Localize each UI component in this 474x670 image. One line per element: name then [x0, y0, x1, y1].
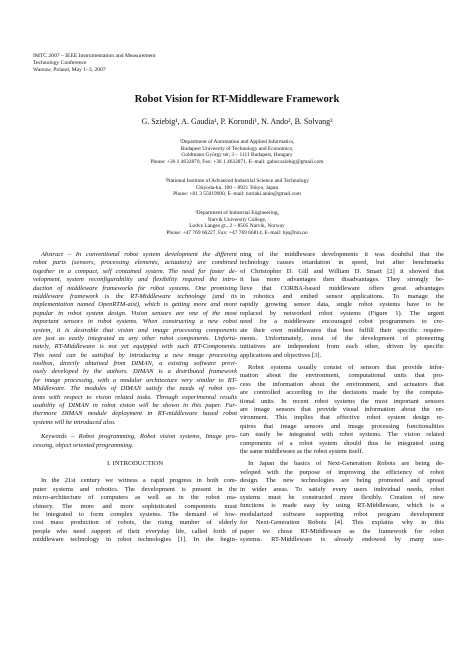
abstract-line: robot parts (sensors, processing elements, actuators) are combined	[33, 259, 237, 267]
abstract-line: velopment, system reconfigurability and flexibility required the intro-	[33, 276, 237, 284]
body-line: tional units. In recent robot systems the most important sensors	[240, 397, 444, 405]
conference-line: Warsaw, Poland, May 1–3, 2007	[33, 66, 106, 73]
body-line: cost mass production of robots, the rising number of elderly	[33, 519, 237, 527]
body-line: systems. RT-Middleware is already endowed by many use-	[240, 535, 444, 543]
body-line: functions is made easy by using RT-Middleware, which is a	[240, 502, 444, 510]
affiliation-line: Phone: +81 3 55019900, E–mail: noriaki.ando@gmail.com	[173, 191, 301, 198]
abstract-line: This need can be satisfied by introducing a new image processing	[33, 351, 237, 359]
abstract-line: are just as easily integrated as any other robot components. Unfortu-	[33, 334, 237, 342]
abstract-line: ously developed by the authors. DIMAN is a distributed framework	[33, 368, 237, 376]
body-line: In Japan the basics of Next-Generation Robots are being de-	[248, 460, 444, 468]
body-line: In the 21st century we witness a rapid progress in both com-	[41, 477, 237, 485]
body-line: quires that image sensors and image processing functionalities	[240, 422, 444, 430]
body-line: applications and objectives [3].	[240, 351, 322, 359]
body-line: initiatives are independent from each other, driven by specific	[240, 343, 444, 351]
conference-header	[33, 53, 155, 73]
body-line: in robotics and embed sensor applications. To manage the	[240, 292, 444, 300]
left-column	[33, 251, 237, 545]
affiliation-1	[0, 139, 474, 165]
abstract-line: system, it is desirable that vision and image processing components	[33, 326, 237, 334]
body-line: ments. Unfortunately, most of the development of pioneering	[240, 334, 444, 342]
keywords-line: Keywords – Robot programming, Robot vision systems, Image pro-	[41, 433, 237, 441]
affiliation-line: Budapest University of Technology and Economics,	[180, 145, 294, 152]
body-line: are controlled according to the decisions made by the computa-	[240, 389, 444, 397]
body-line: Robot systems usually consist of sensors that provide infor-	[248, 364, 444, 372]
body-line: vironment. This implies that effective robot system design re-	[240, 414, 444, 422]
affiliation-line: Narvik University College,	[207, 216, 267, 223]
abstract-line: implementation named OpenRTM-aist), which is getting more and more	[33, 301, 237, 309]
introduction-text	[33, 477, 237, 544]
body-line: technology causes retardation in speed, but after benchmarks	[240, 259, 444, 267]
section-heading: I. INTRODUCTION	[106, 459, 164, 467]
affiliation-line: ¹Department of Automation and Applied Informatics,	[179, 139, 295, 145]
abstract-line: toolbox, directly obtained from DIMAN, a existing software previ-	[33, 360, 237, 368]
abstract-line: tems with respect to vision related tasks. Through experimental results	[33, 393, 237, 401]
affiliation-3	[0, 210, 474, 236]
abstract-line: duction of middleware frameworks for robot systems. One promising	[33, 284, 237, 292]
right-column	[240, 251, 444, 544]
abstract-line: middleware framework is the RT-Middleware technology (and its	[33, 292, 237, 300]
body-line: replaced by networked robot systems (Figure 1). The urgent	[240, 309, 444, 317]
keywords	[33, 433, 237, 450]
body-line: of Christopher D. Gill and William D. Smart [2] it showed that	[240, 267, 444, 275]
body-line: lieve that CORBA-based middleware offers great advantages	[240, 284, 444, 292]
body-line: are image sensors that provide visual information about the en-	[240, 406, 444, 414]
paper-title: Robot Vision for RT-Middleware Framework	[134, 94, 340, 105]
body-line: ate their own middlewares that best fulfill their specific require-	[240, 326, 444, 334]
abstract-line: together in a compact, self contained system. The need for faster de-	[33, 267, 237, 275]
body-line: modularized software supporting robot program development	[240, 510, 444, 518]
affiliation-2	[0, 178, 474, 198]
body-line: cess the information about the environment, and actuators that	[240, 380, 444, 388]
body-line: need for a middleware encouraged robot programmers to cre-	[240, 318, 444, 326]
affiliation-line: Goldmann György tér, 3 – 1111 Budapest, Hungary	[181, 152, 293, 159]
body-line: paper we chose RT-Middleware as the framework for robot	[240, 527, 444, 535]
abstract-line: for image processing, with a modular architecture very similar to RT-	[33, 376, 237, 384]
abstract-line: Abstract – In conventional robot system development the different	[41, 251, 237, 258]
abstract-line: important sensors in robot systems. When constructing a new robot	[33, 318, 237, 326]
affiliation-line: Chiyoda-ku, 100 – 8921 Tokyo, Japan	[195, 184, 279, 191]
body-line: systems must be constructed more flexibly. Creation of new	[240, 493, 444, 501]
keywords-line: cessing, object oriented programming.	[33, 441, 134, 449]
affiliation-line: ³Department of Industrial Engineering,	[195, 210, 279, 216]
abstract-line: usability of DIMAN in robot vision will be shown in this paper. Fur-	[33, 402, 237, 410]
body-line: for Next-Generation Robots [4]. This explains why in this	[240, 519, 444, 527]
abstract-line: popular in robot system design. Vision sensors are one of the most	[33, 309, 237, 317]
abstract-line: Middleware. The modules of DIMAN satisfy the needs of robot sys-	[33, 385, 237, 393]
body-line: be integrated to form complex systems. The demand of low-	[33, 510, 237, 518]
body-line: veloped with the purpose of improving the efficiency of robot	[240, 468, 444, 476]
abstract	[33, 251, 237, 427]
affiliation-line: Phone: +47 769 66227, Fax: +47 769 66814, E–mail: bjs@hin.no	[166, 229, 308, 236]
body-line: in wider areas. To satisfy every users individual needs, robot	[240, 485, 444, 493]
body-line: design. The new technologies are being promoted and spread	[240, 477, 444, 485]
body-line: mation about the environment, computational units that pro-	[240, 372, 444, 380]
abstract-line: systems will be introduced also.	[33, 418, 116, 426]
conference-line: IMTC 2007 – IEEE Instrumentation and Measurement	[33, 53, 156, 59]
body-line: puter systems and robotics. The development is present in the	[33, 485, 237, 493]
body-line: components of a robot system should thus be integrated using	[240, 439, 444, 447]
body-line: it has more advantages then disadvantages. They strongly be-	[240, 276, 444, 284]
body-line: people who need support of their everyday life, called forth of	[33, 527, 237, 535]
body-line: micro-architecture of computers as well as in the robot ma-	[33, 494, 237, 502]
affiliation-line: Lodve Langes gt., 2 – 8505 Narvik, Norway	[189, 223, 285, 230]
body-line: chinery. The more and more sophisticated components must	[33, 502, 237, 510]
body-line: rapidly growing sensor data, single robot systems have to be	[240, 301, 444, 309]
body-line: ning of the middleware developments it was doubtful that the	[240, 251, 444, 258]
body-line: the same middleware as the robot system itself.	[240, 447, 364, 455]
body-line: middleware technology in robot technologies [1]. In the begin-	[33, 536, 237, 544]
abstract-line: nately, RT-Middleware is not yet equipped with such RT-Components.	[33, 343, 237, 351]
affiliation-line: Phone: +36 1 4632870, Fax: +36 1 4632871, E–mail: gabor.sziebig@gmail.com	[150, 158, 324, 165]
conference-line: Technology Conference	[33, 59, 87, 66]
abstract-line: thermore DIMAN module deployment in RT-middleware based robot	[33, 410, 237, 418]
author-list: G. Sziebig¹, A. Gaudia¹, P. Korondi¹, N. Ando², B. Solvang³	[141, 117, 333, 126]
body-line: can easily be integrated with robot systems. The vision related	[240, 431, 444, 439]
affiliation-line: ²National Institute of Advanced Industrial Science and Technology	[165, 178, 309, 184]
